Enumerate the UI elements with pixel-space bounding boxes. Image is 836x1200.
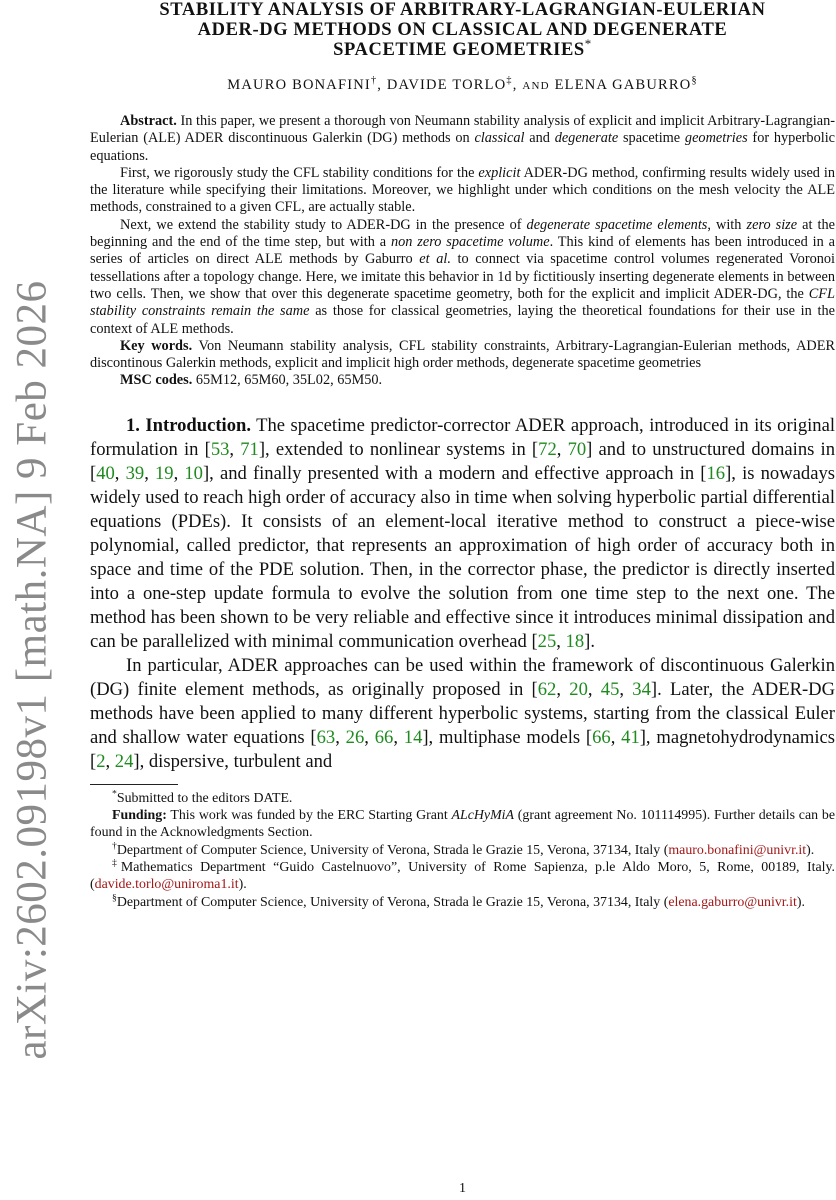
- msc-codes: MSC codes. 65M12, 65M60, 35L02, 65M50.: [120, 372, 383, 389]
- citation-link[interactable]: 10: [184, 462, 203, 484]
- title-line-3: SPACETIME GEOMETRIES*: [333, 35, 592, 60]
- citation-link[interactable]: 34: [632, 678, 651, 700]
- author-list: MAURO BONAFINI†, DAVIDE TORLO‡, AND ELENA GABURRO§: [227, 75, 698, 93]
- abstract-paragraph-3: Next, we extend the stability study to ADER-DG in the presence of degenerate spacetime elements, with zero size at the beginning and the end of the time step, but with a non zero spacetime volume. This kind of elements has been introduced in a series of articles on direct ALE methods by Gaburro et al. to connect via spacetime control volumes regenerated Voronoi tessellations after a topology change. Here, we imitate this behavior in 1d by fictitiously inserting degenerate elements in between two cells. Then, we show that over this degenerate spacetime geometry, both for the explicit and implicit ADER-DG, the CFL stability constraints remain the same as those for classical geometries, laying the theoretical foundations for their use in the context of ALE methods.: [90, 216, 836, 337]
- msc-label: MSC codes.: [120, 372, 193, 389]
- arxiv-sidebar: [0, 150, 60, 1150]
- citation-link[interactable]: 26: [345, 726, 365, 748]
- footnotes: [90, 790, 835, 911]
- citation-link[interactable]: 70: [567, 438, 587, 460]
- citation-link[interactable]: 20: [569, 678, 588, 700]
- citation-link[interactable]: 14: [403, 726, 423, 748]
- intro-paragraph-1: 1. Introduction. The spacetime predictor-corrector ADER approach, introduced in its original formulation in [53, 71], extended to nonlinear systems in [72, 70] and to unstructured domains in [40, 39, 19, 10], and finally presented with a modern and effective approach in [16], is nowadays widely used to reach high order of accuracy also in time when solving hyperbolic partial differential equations (PDEs). It consists of an element-local iterative method to construct a piece-wise polynomial, called predictor, that represents an approximation of high order of accuracy both in space and time of the PDE solution. Then, in the corrector phase, the predictor is directly inserted into a one-step update formula to evolve the solution from one time step to the next one. The method has been shown to be very reliable and effective since it introduces minimal dissipation and can be parallelized with minimal communication overhead [25, 18].: [90, 414, 836, 652]
- citation-link[interactable]: 25: [537, 630, 557, 652]
- author-3: ELENA GABURRO: [554, 77, 692, 93]
- paper-page: [90, 0, 836, 1196]
- introduction-section: [90, 414, 835, 774]
- abstract-label: Abstract.: [120, 113, 177, 129]
- footnote-divider: [90, 784, 178, 785]
- section-heading: 1. Introduction.: [126, 414, 251, 436]
- email-link[interactable]: elena.gaburro@univr.it: [668, 894, 797, 910]
- citation-link[interactable]: 72: [538, 438, 557, 460]
- footnote-funding: Funding: This work was funded by the ERC Starting Grant ALcHyMiA (grant agreement No. 101114995). Further details can be found in the Acknowledgments Section.: [90, 808, 835, 841]
- author-2: DAVIDE TORLO: [386, 77, 507, 93]
- citation-link[interactable]: 24: [114, 750, 134, 772]
- abstract: [90, 113, 835, 390]
- citation-link[interactable]: 19: [154, 462, 174, 484]
- citation-link[interactable]: 53: [210, 438, 230, 460]
- author-1: MAURO BONAFINI: [227, 77, 371, 93]
- keywords: Key words. Von Neumann stability analysis, CFL stability constraints, Arbitrary-Lagrangian-Eulerian methods, ADER discontinous Galerkin methods, explicit and implicit high order methods, degenerate spacetime geometries: [90, 337, 835, 372]
- intro-paragraph-2: In particular, ADER approaches can be used within the framework of discontinuous Galerkin (DG) finite element methods, as originally proposed in [62, 20, 45, 34]. Later, the ADER-DG methods have been applied to many different hyperbolic systems, starting from the classical Euler and shallow water equations [63, 26, 66, 14], multiphase models [66, 41], magnetohydrodynamics [2, 24], dispersive, turbulent and: [90, 654, 836, 772]
- citation-link[interactable]: 40: [96, 462, 115, 484]
- keywords-label: Key words.: [120, 337, 193, 354]
- citation-link[interactable]: 66: [374, 726, 394, 748]
- citation-link[interactable]: 45: [600, 678, 620, 700]
- email-link[interactable]: davide.torlo@uniroma1.it: [94, 877, 239, 893]
- citation-link[interactable]: 63: [316, 726, 336, 748]
- footnote-affiliation-2: ‡Mathematics Department “Guido Castelnuovo”, University of Rome Sapienza, p.le Aldo Moro, 5, Rome, 00189, Italy. (davide.torlo@uniroma1.it).: [90, 857, 836, 893]
- citation-link[interactable]: 16: [706, 462, 726, 484]
- paper-title: [90, 0, 835, 60]
- email-link[interactable]: mauro.bonafini@univr.it: [668, 842, 807, 858]
- abstract-paragraph-2: First, we rigorously study the CFL stability conditions for the explicit ADER-DG method, confirming results widely used in the literature while specifying their limitations. Moreover, we highlight under which conditions on the mesh velocity the ALE methods, constrained to a given CFL, are actually stable.: [90, 164, 836, 216]
- footnote-submitted: *Submitted to the editors DATE.: [112, 788, 293, 806]
- citation-link[interactable]: 18: [565, 630, 585, 652]
- page-number: 1: [459, 1181, 466, 1196]
- arxiv-identifier: arXiv:2602.09198v1 [math.NA] 9 Feb 2026: [8, 280, 56, 1060]
- author-1-mark[interactable]: †: [370, 75, 378, 87]
- title-line-2: ADER-DG METHODS ON CLASSICAL AND DEGENERATE: [197, 20, 728, 40]
- citation-link[interactable]: 62: [537, 678, 557, 700]
- author-2-mark[interactable]: ‡: [506, 75, 513, 87]
- citation-link[interactable]: 41: [621, 726, 640, 748]
- author-and: AND: [522, 80, 550, 92]
- citation-link[interactable]: 66: [592, 726, 611, 748]
- citation-link[interactable]: 2: [96, 750, 106, 772]
- citation-link[interactable]: 39: [125, 462, 145, 484]
- footnote-affiliation-1: †Department of Computer Science, University of Verona, Strada le Grazie 15, Verona, 37134, Italy (mauro.bonafini@univr.it).: [112, 840, 815, 858]
- footnote-affiliation-3: §Department of Computer Science, University of Verona, Strada le Grazie 15, Verona, 37134, Italy (elena.gaburro@univr.it).: [112, 891, 805, 910]
- author-3-mark[interactable]: §: [691, 75, 698, 87]
- title-footnote-mark[interactable]: *: [584, 35, 592, 51]
- abstract-paragraph-1: Abstract. In this paper, we present a thorough von Neumann stability analysis of explicit and implicit Arbitrary-Lagrangian-Eulerian (ALE) ADER discontinuous Galerkin (DG) methods on classical and degenerate spacetime geometries for hyperbolic equations.: [90, 113, 836, 164]
- title-line-1: STABILITY ANALYSIS OF ARBITRARY-LAGRANGIAN-EULERIAN: [159, 0, 766, 20]
- citation-link[interactable]: 71: [240, 438, 259, 460]
